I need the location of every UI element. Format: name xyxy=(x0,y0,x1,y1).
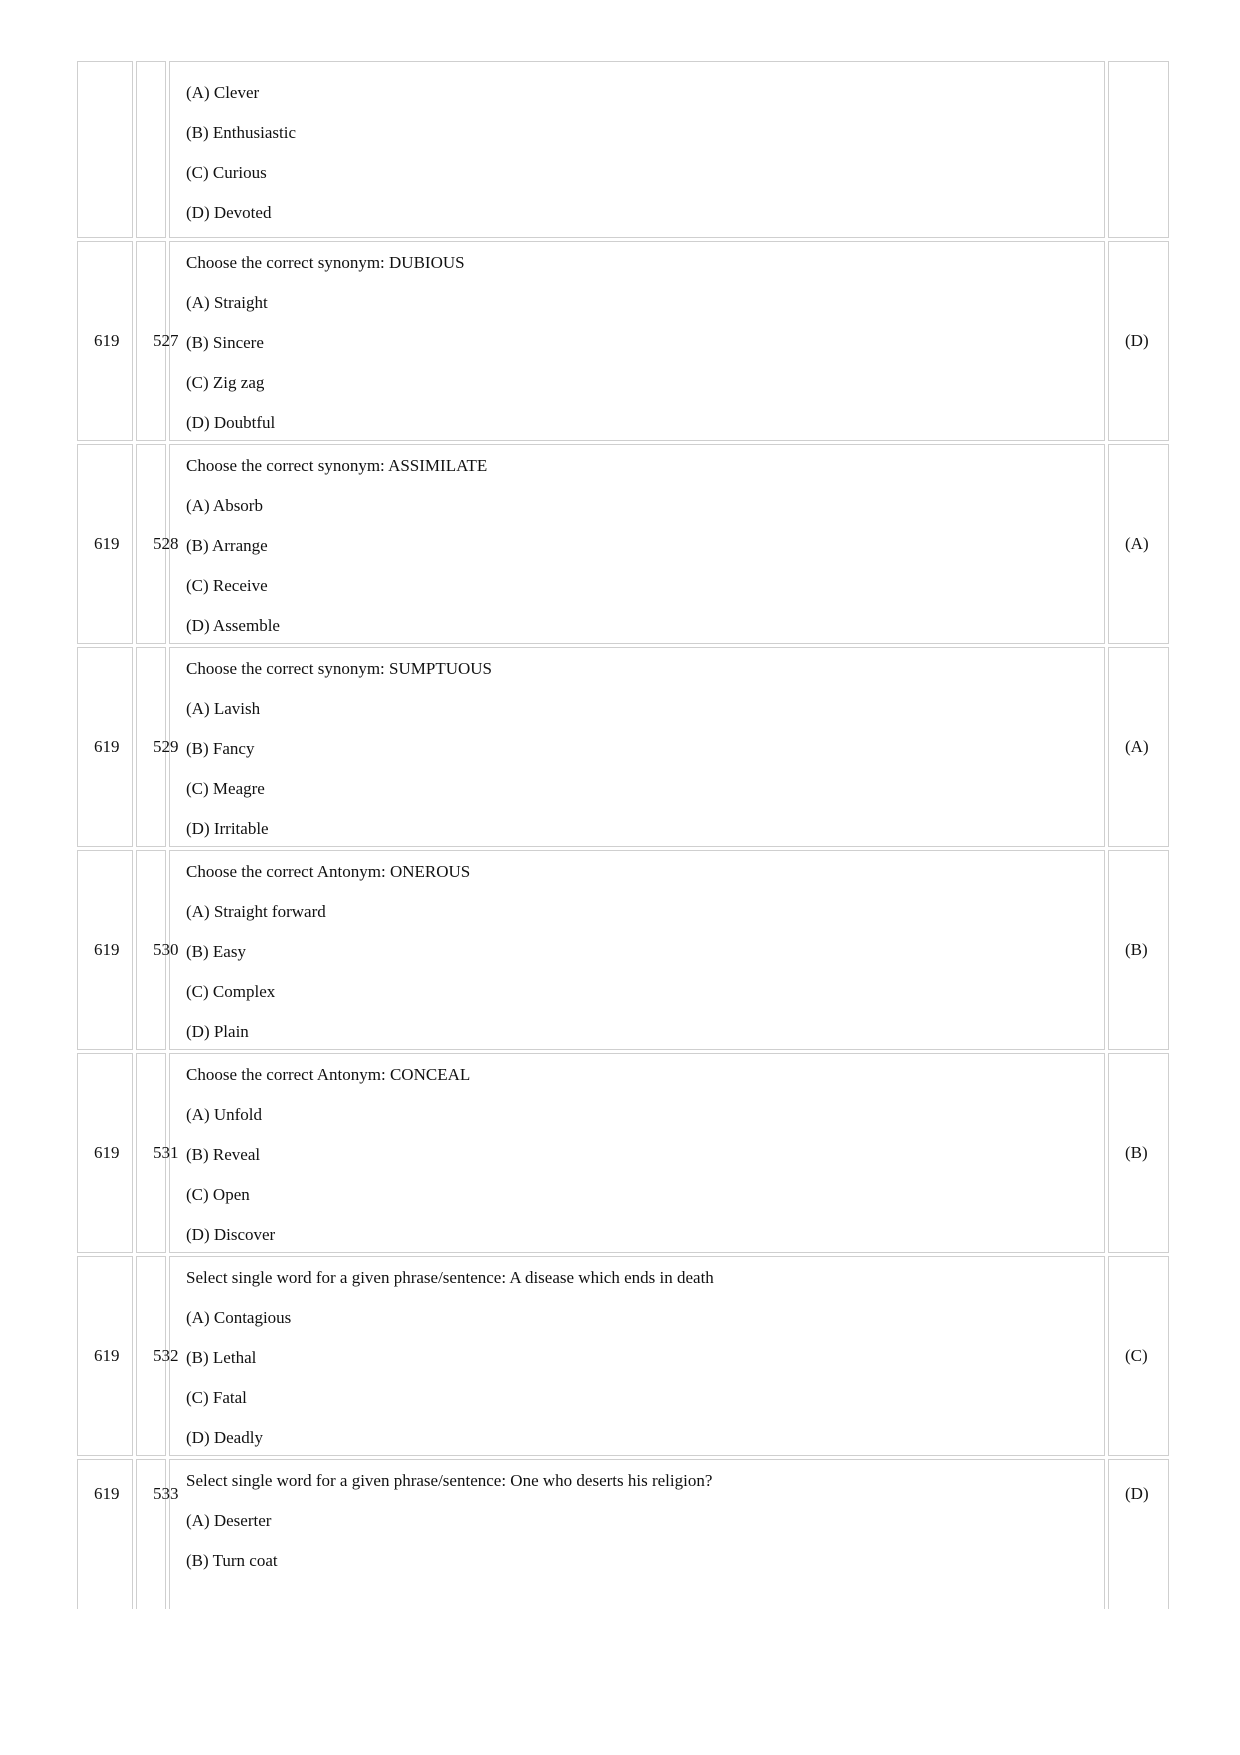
option-c: (C) Zig zag xyxy=(186,373,265,392)
question-cell xyxy=(169,61,1105,238)
option-a: (A) Contagious xyxy=(186,1308,292,1327)
option-b: (B) Lethal xyxy=(186,1348,257,1367)
answer-cell: (C) xyxy=(1108,1256,1169,1456)
answer-cell: (D) xyxy=(1108,241,1169,441)
option-b: (B) Turn coat xyxy=(186,1551,278,1570)
option-c: (C) Complex xyxy=(186,982,276,1001)
question-number-cell: 527 xyxy=(136,241,166,441)
option-c: (C) Meagre xyxy=(186,779,265,798)
paper-code-cell xyxy=(77,61,133,238)
question-number-cell: 529 xyxy=(136,647,166,847)
paper-code-cell: 619 xyxy=(77,647,133,847)
answer-cell: (B) xyxy=(1108,850,1169,1050)
question-number-cell: 530 xyxy=(136,850,166,1050)
answer-cell: (A) xyxy=(1108,647,1169,847)
option-d: (D) Plain xyxy=(186,1022,249,1041)
question-cell xyxy=(169,647,1105,847)
question-text: Select single word for a given phrase/sentence: One who deserts his religion? xyxy=(186,1471,713,1490)
answer-cell: (A) xyxy=(1108,444,1169,644)
paper-code-cell: 619 xyxy=(77,850,133,1050)
answer-cell: (B) xyxy=(1108,1053,1169,1253)
answer-cell: (D) xyxy=(1108,1459,1169,1609)
option-b: (B) Reveal xyxy=(186,1145,261,1164)
option-b: (B) Enthusiastic xyxy=(186,123,297,142)
question-cell xyxy=(169,444,1105,644)
question-text: Choose the correct Antonym: CONCEAL xyxy=(186,1065,471,1084)
table-row xyxy=(77,1459,1169,1609)
table-row xyxy=(77,1256,1169,1456)
question-cell xyxy=(169,241,1105,441)
question-cell xyxy=(169,1459,1105,1609)
option-a: (A) Clever xyxy=(186,83,260,102)
option-b: (B) Easy xyxy=(186,942,246,961)
option-d: (D) Irritable xyxy=(186,819,269,838)
table-row xyxy=(77,241,1169,441)
option-c: (C) Open xyxy=(186,1185,250,1204)
option-c: (C) Curious xyxy=(186,163,267,182)
option-c: (C) Fatal xyxy=(186,1388,247,1407)
paper-code-cell: 619 xyxy=(77,444,133,644)
answer-cell xyxy=(1108,61,1169,238)
option-d: (D) Discover xyxy=(186,1225,276,1244)
question-text: Choose the correct synonym: SUMPTUOUS xyxy=(186,659,492,678)
option-a: (A) Deserter xyxy=(186,1511,272,1530)
questions-table xyxy=(74,58,1172,1612)
option-a: (A) Unfold xyxy=(186,1105,263,1124)
option-b: (B) Arrange xyxy=(186,536,268,555)
paper-code-cell: 619 xyxy=(77,241,133,441)
table-row xyxy=(77,647,1169,847)
question-text: Choose the correct synonym: ASSIMILATE xyxy=(186,456,488,475)
table-row xyxy=(77,850,1169,1050)
table-row xyxy=(77,444,1169,644)
option-d: (D) Doubtful xyxy=(186,413,276,432)
option-a: (A) Lavish xyxy=(186,699,261,718)
table-row xyxy=(77,61,1169,238)
question-number-cell: 532 xyxy=(136,1256,166,1456)
question-number-cell: 531 xyxy=(136,1053,166,1253)
paper-code-cell: 619 xyxy=(77,1256,133,1456)
question-text: Select single word for a given phrase/sentence: A disease which ends in death xyxy=(186,1268,714,1287)
option-b: (B) Sincere xyxy=(186,333,264,352)
option-d: (D) Assemble xyxy=(186,616,280,635)
question-number-cell: 528 xyxy=(136,444,166,644)
paper-code-cell: 619 xyxy=(77,1459,133,1609)
paper-code-cell: 619 xyxy=(77,1053,133,1253)
question-text: Choose the correct Antonym: ONEROUS xyxy=(186,862,471,881)
question-cell xyxy=(169,850,1105,1050)
option-a: (A) Absorb xyxy=(186,496,263,515)
option-c: (C) Receive xyxy=(186,576,268,595)
table-row xyxy=(77,1053,1169,1253)
option-d: (D) Deadly xyxy=(186,1428,263,1447)
option-a: (A) Straight forward xyxy=(186,902,326,921)
question-cell xyxy=(169,1053,1105,1253)
question-text: Choose the correct synonym: DUBIOUS xyxy=(186,253,465,272)
option-a: (A) Straight xyxy=(186,293,268,312)
option-d: (D) Devoted xyxy=(186,203,272,222)
question-cell xyxy=(169,1256,1105,1456)
option-b: (B) Fancy xyxy=(186,739,255,758)
question-number-cell: 533 xyxy=(136,1459,166,1609)
question-number-cell xyxy=(136,61,166,238)
